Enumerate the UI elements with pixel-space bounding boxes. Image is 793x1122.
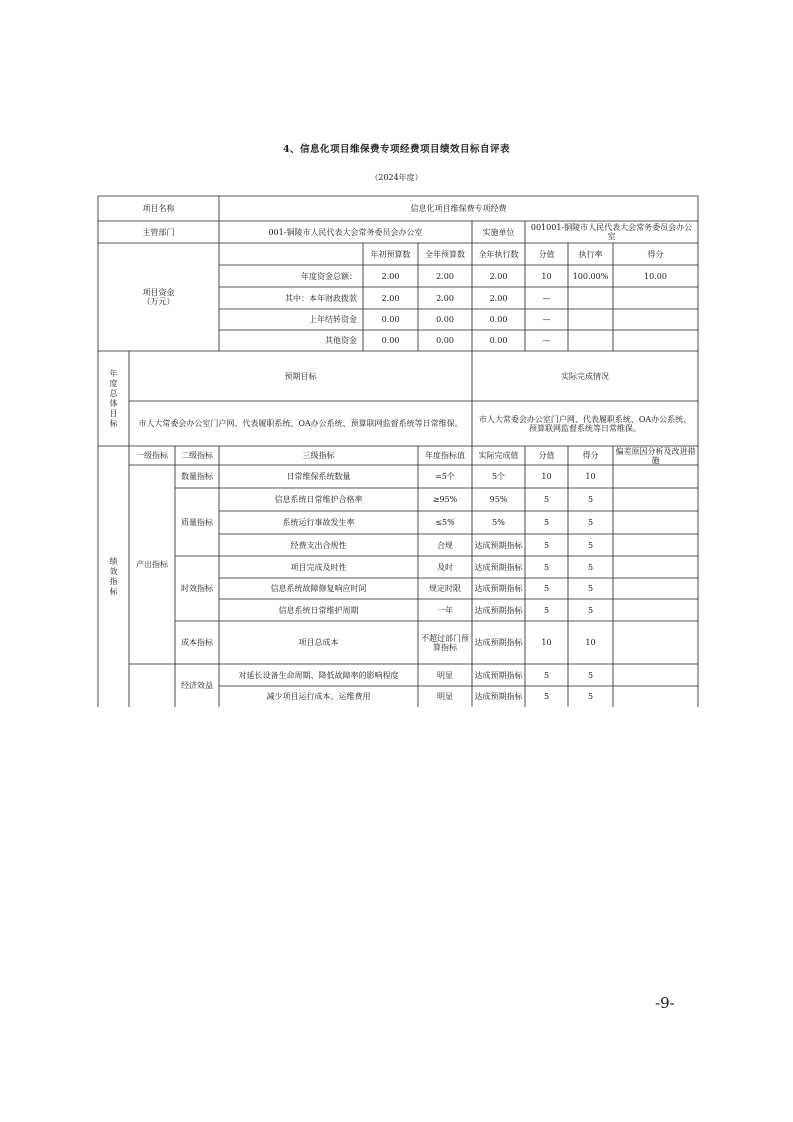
perf-actual: 5% [492, 518, 505, 527]
funds-rate: 100.00% [572, 271, 609, 281]
perf-target: 明显 [437, 692, 453, 701]
perf-score-value: 10 [541, 472, 552, 481]
perf-note [613, 556, 698, 578]
perf-score: 10 [585, 638, 596, 647]
perf-actual: 达成预期指标 [474, 584, 523, 593]
funds-rate [568, 330, 613, 351]
perf-header-actual: 实际完成值 [478, 451, 519, 460]
perf-target: =5个 [435, 472, 455, 481]
perf-actual: 达成预期指标 [474, 692, 523, 701]
funds-executed: 0.00 [489, 315, 508, 324]
page-number: -9- [655, 994, 675, 1012]
funds-annual: 2.00 [436, 293, 454, 303]
perf-actual: 5个 [491, 472, 506, 481]
perf-note [613, 599, 698, 621]
perf-note [613, 488, 698, 511]
perf-note [613, 511, 698, 534]
funds-annual: 0.00 [436, 336, 454, 345]
perf-score-value: 5 [543, 692, 550, 701]
perf-score: 5 [587, 670, 594, 680]
perf-indicator: 系统运行事故发生率 [282, 518, 355, 527]
perf-target: 及时 [437, 562, 453, 572]
perf-score: 5 [587, 692, 594, 701]
perf-target: ≤5% [435, 518, 455, 527]
perf-header-level2: 二级指标 [181, 451, 213, 460]
perf-header-level3: 三级指标 [302, 451, 335, 460]
perf-note [613, 686, 698, 707]
perf-actual: 达成预期指标 [474, 670, 523, 680]
perf-score-value: 10 [541, 638, 552, 647]
dept-value: 001-铜陵市人民代表大会常务委员会办公室 [268, 227, 423, 237]
funds-rate [568, 287, 613, 309]
level2-quantity: 数量指标 [181, 472, 213, 481]
funds-executed: 2.00 [489, 293, 508, 303]
funds-score: 10.00 [644, 271, 667, 281]
perf-header-level1: 一级指标 [136, 451, 168, 460]
perf-score-value: 5 [543, 518, 550, 527]
funds-initial: 2.00 [381, 293, 400, 303]
perf-indicator: 项目完成及时性 [290, 562, 347, 572]
perf-actual: 达成预期指标 [474, 638, 523, 647]
funds-score-value: 10 [541, 271, 552, 281]
level2-cost: 成本指标 [181, 638, 213, 647]
perf-note [613, 621, 698, 664]
funds-rate [568, 309, 613, 330]
funds-row-label: 年度资金总额： [301, 271, 357, 281]
funds-annual: 2.00 [436, 271, 454, 281]
funds-executed: 0.00 [489, 336, 508, 345]
perf-score: 5 [587, 562, 594, 572]
actual-goal-text: 市人大常委会办公室门户网、代表履职系统、OA办公系统、预算联网监督系统等日常维保。 [478, 414, 692, 433]
perf-target: 一年 [437, 605, 453, 615]
perf-target: 不超过部门预算指标 [421, 633, 469, 652]
perf-note [613, 664, 698, 686]
perf-target: ≥95% [432, 495, 458, 504]
perf-actual: 达成预期指标 [474, 605, 523, 615]
funds-header-annual: 全年预算数 [425, 249, 465, 259]
perf-score: 5 [587, 495, 594, 504]
performance-label: 绩效指标 [109, 556, 118, 597]
funds-initial: 0.00 [381, 336, 400, 345]
funds-executed: 2.00 [489, 271, 508, 281]
perf-score: 5 [587, 584, 594, 593]
perf-note [613, 578, 698, 599]
perf-indicator: 日常维保系统数量 [286, 472, 351, 481]
perf-score-value: 5 [543, 670, 550, 680]
perf-indicator: 信息系统日常维护周期 [278, 605, 359, 615]
perf-note [613, 465, 698, 488]
level2-quality: 质量指标 [181, 517, 213, 527]
funds-header-score: 得分 [647, 249, 664, 259]
perf-score-value: 5 [543, 605, 550, 615]
perf-indicator: 减少项目运行成本、运维费用 [266, 692, 371, 701]
funds-row-label: 其中：本年财政拨款 [285, 293, 357, 303]
dept-label: 主管部门 [142, 227, 175, 237]
funds-row-label: 上年结转资金 [309, 315, 357, 324]
perf-indicator: 信息系统日常维护合格率 [274, 495, 363, 504]
perf-indicator: 项目总成本 [298, 638, 339, 647]
perf-actual: 达成预期指标 [474, 540, 523, 550]
level2-timeliness: 时效指标 [181, 584, 213, 593]
funds-initial: 0.00 [381, 315, 400, 324]
funds-annual: 0.00 [436, 315, 454, 324]
impl-label: 实施单位 [482, 227, 515, 237]
perf-header-score-value: 分值 [538, 451, 555, 460]
perf-score: 5 [587, 540, 594, 550]
perf-score-value: 5 [543, 540, 550, 550]
project-name-value: 信息化项目维保费专项经费 [410, 204, 507, 213]
funds-score [613, 309, 698, 330]
perf-indicator: 经费支出合规性 [290, 540, 347, 550]
perf-indicator: 对延长设备生命周期、降低故障率的影响程度 [238, 670, 399, 680]
perf-score-value: 5 [543, 584, 550, 593]
funds-score [613, 330, 698, 351]
expected-goal-text: 市人大常委会办公室门户网、代表履职系统、OA办公系统、预算联网监督系统等日常维保。 [138, 419, 463, 428]
perf-score-value: 5 [543, 495, 550, 504]
goals-label: 年度总体目标 [109, 368, 118, 429]
perf-score: 5 [587, 605, 594, 615]
perf-header-target: 年度指标值 [425, 451, 465, 460]
perf-score: 5 [587, 518, 594, 527]
funds-header-score-value: 分值 [538, 249, 555, 259]
perf-header-score: 得分 [582, 451, 599, 460]
funds-score-value: — [542, 315, 551, 324]
actual-goal-header: 实际完成情况 [561, 371, 609, 381]
funds-label: 项目资金 （万元） [142, 288, 175, 306]
level2-economic: 经济效益 [181, 681, 213, 690]
perf-target: 明显 [437, 670, 453, 680]
level1-output: 产出指标 [136, 560, 168, 569]
perf-score: 10 [585, 472, 596, 481]
impl-value: 001001-铜陵市人民代表大会常务委员会办公室 [530, 223, 693, 241]
perf-note [613, 534, 698, 556]
perf-actual: 达成预期指标 [474, 562, 523, 572]
funds-score-value: — [542, 293, 551, 303]
funds-header-initial: 年初预算数 [370, 249, 411, 259]
funds-header-rate: 执行率 [578, 249, 603, 259]
perf-target: 合规 [437, 540, 453, 550]
document-year: （2024年度） [370, 173, 423, 182]
funds-row-label: 其他资金 [325, 336, 357, 345]
expected-goal-header: 预期目标 [284, 371, 317, 381]
perf-indicator: 信息系统故障修复响应时间 [270, 584, 367, 593]
funds-score-value: — [542, 336, 551, 345]
document-title: 4、信息化项目维保费专项经费项目绩效目标自评表 [282, 144, 511, 155]
funds-initial: 2.00 [381, 271, 400, 281]
project-name-label: 项目名称 [142, 204, 175, 213]
perf-score-value: 5 [543, 562, 550, 572]
funds-score [613, 287, 698, 309]
perf-target: 规定时限 [429, 584, 461, 593]
perf-header-note: 偏差原因分析及改进措施 [615, 446, 696, 465]
funds-header-executed: 全年执行数 [478, 249, 519, 259]
perf-actual: 95% [489, 495, 508, 504]
